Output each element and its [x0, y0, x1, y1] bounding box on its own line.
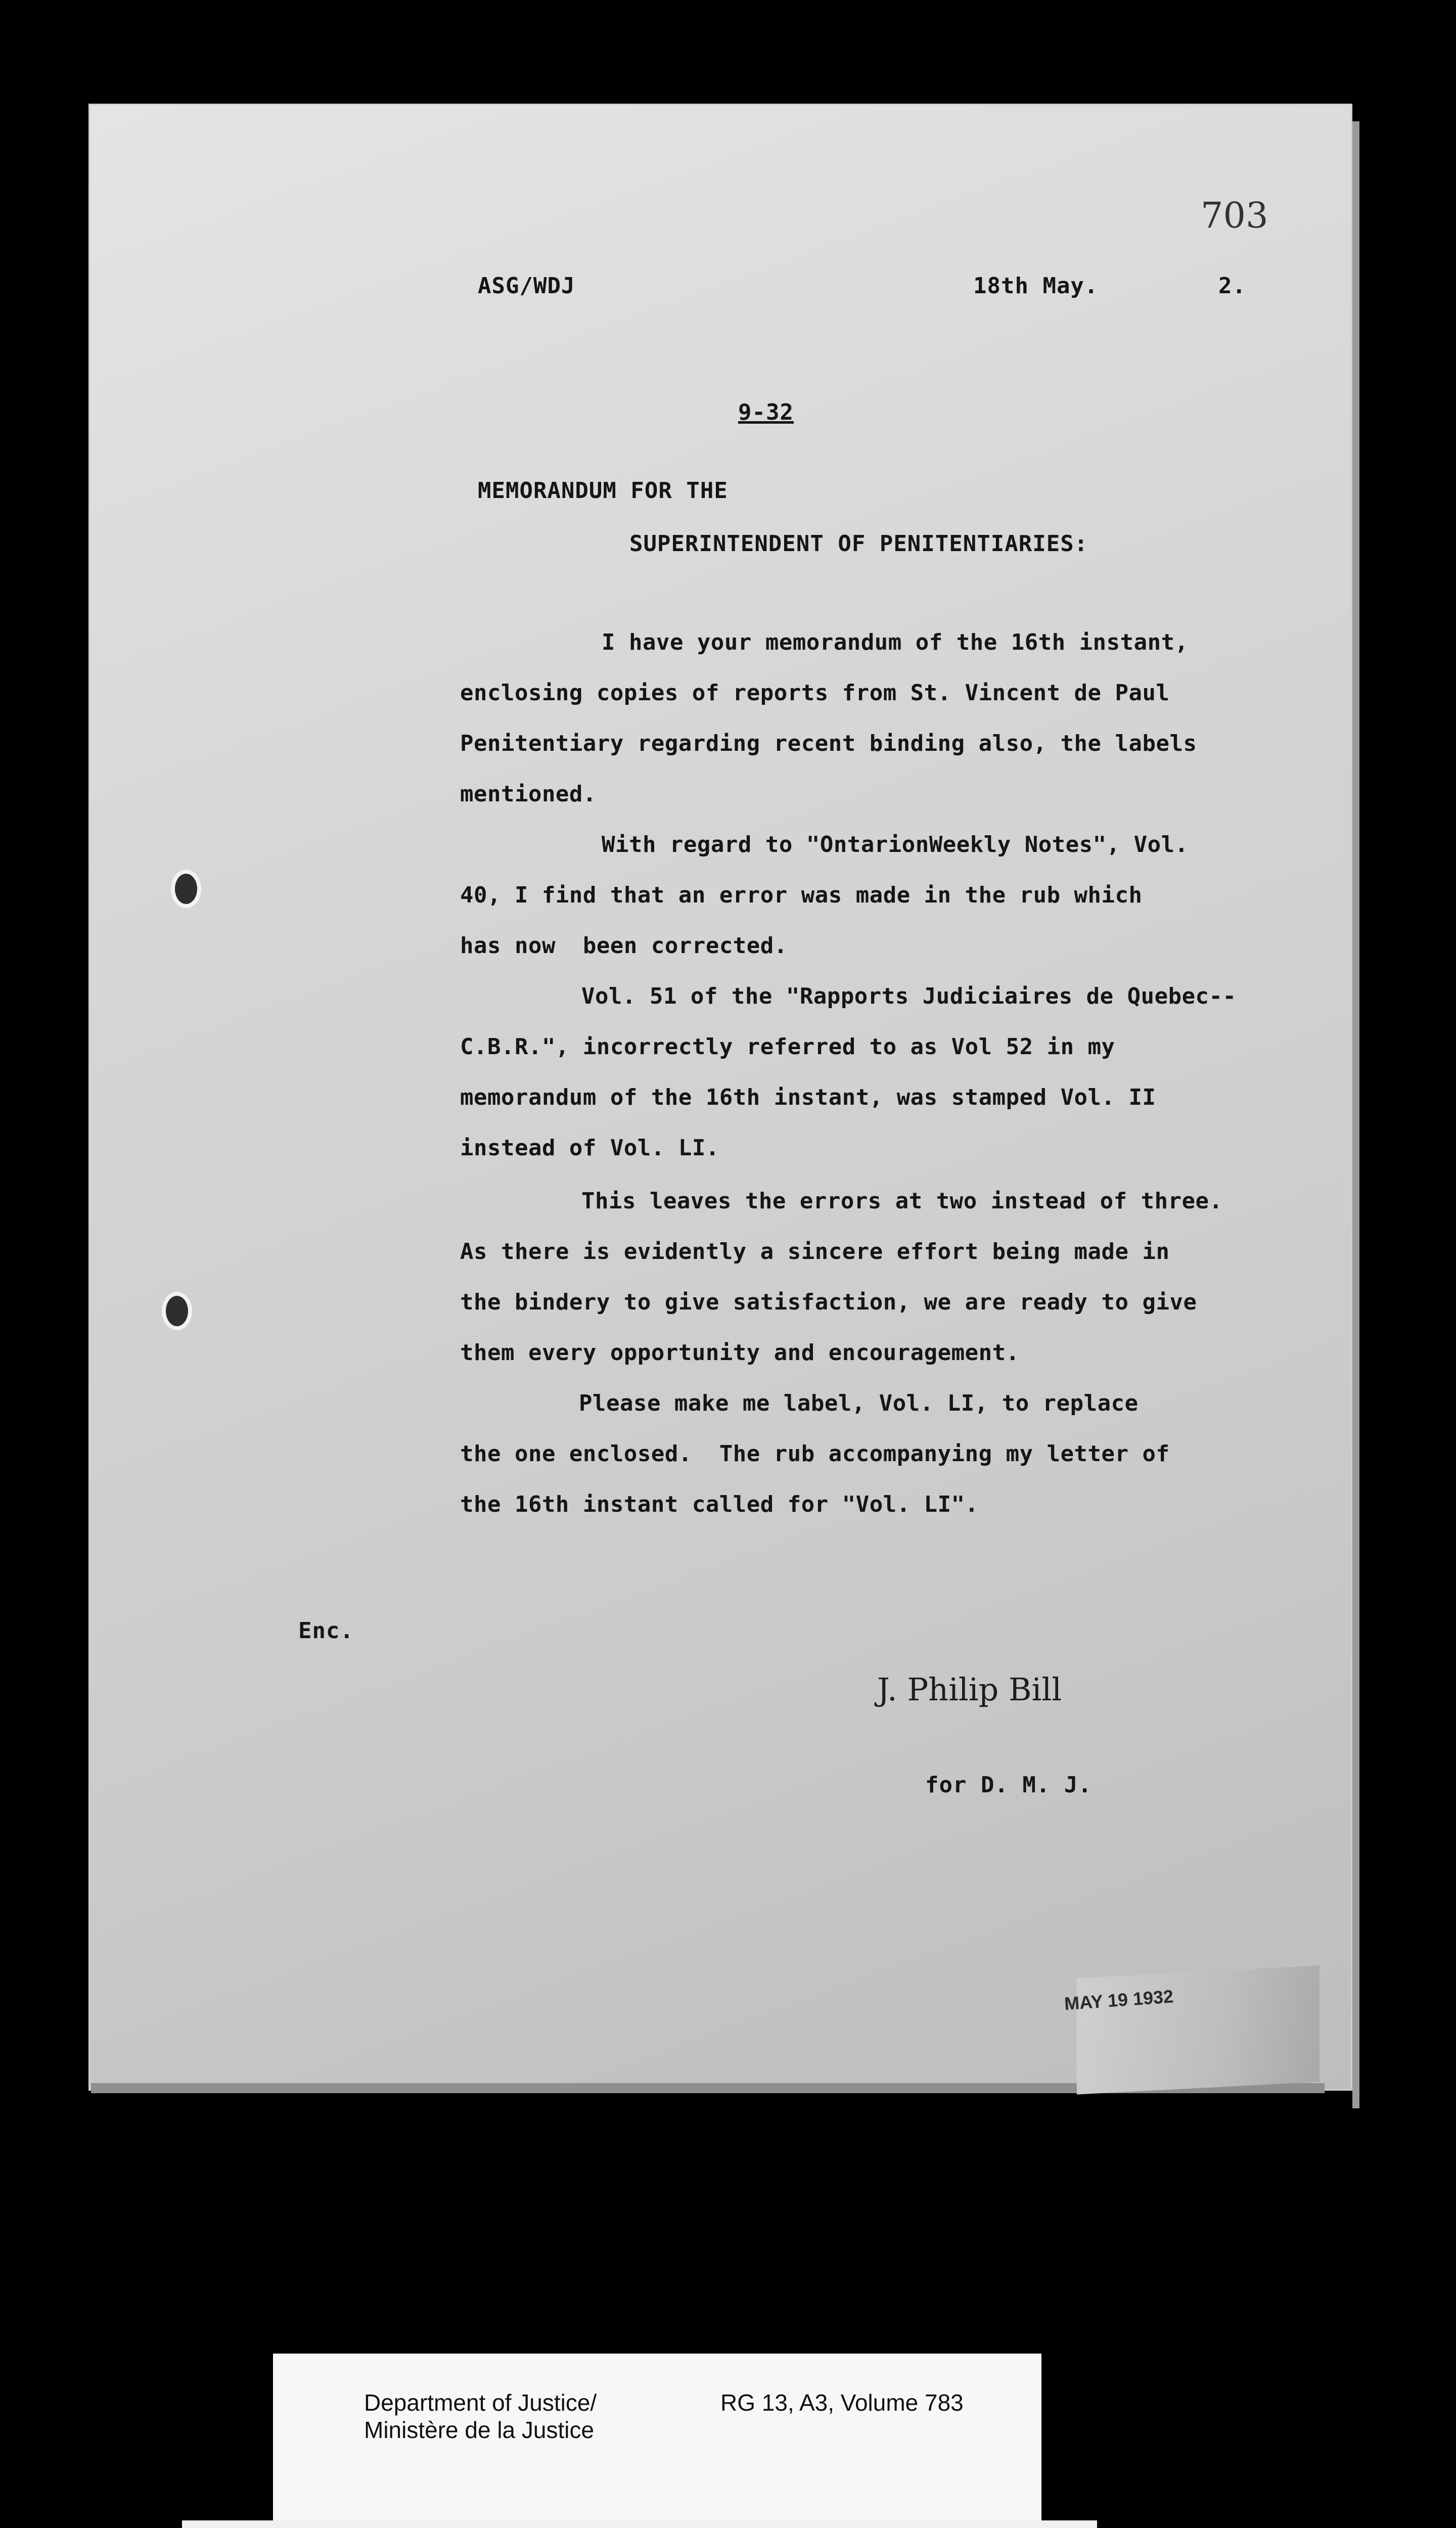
- body-line: has now been corrected.: [460, 933, 788, 959]
- memo-date: 18th May.: [973, 273, 1099, 299]
- body-line: Penitentiary regarding recent binding also, the labels: [460, 731, 1197, 756]
- body-line: 40, I find that an error was made in the rub which: [460, 882, 1143, 908]
- body-line: Vol. 51 of the "Rapports Judiciaires de Quebec--: [581, 983, 1237, 1009]
- addressee-line2: SUPERINTENDENT OF PENITENTIARIES:: [629, 531, 1088, 557]
- archive-reference: RG 13, A3, Volume 783: [720, 2389, 964, 2416]
- date-stamp-tab: [1077, 1965, 1320, 2094]
- body-line: the one enclosed. The rub accompanying my letter of: [460, 1441, 1170, 1467]
- body-line: This leaves the errors at two instead of three.: [581, 1188, 1223, 1214]
- reference-code: ASG/WDJ: [478, 273, 575, 299]
- body-line: Please make me label, Vol. LI, to replace: [579, 1390, 1139, 1416]
- signature-title: for D. M. J.: [925, 1772, 1092, 1798]
- body-line: them every opportunity and encouragement.: [460, 1340, 1020, 1366]
- body-line: memorandum of the 16th instant, was stamped Vol. II: [460, 1085, 1156, 1110]
- body-line: With regard to "OntarionWeekly Notes", Vol.: [602, 832, 1189, 857]
- department-fr: Ministère de la Justice: [364, 2417, 595, 2443]
- punch-hole-top: [171, 870, 201, 908]
- date-stamp: MAY 19 1932: [1063, 1985, 1174, 2014]
- archives-banner: [182, 2520, 1097, 2528]
- addressee-line1: MEMORANDUM FOR THE: [478, 478, 728, 504]
- page-number: 2.: [1218, 273, 1246, 299]
- body-line: the 16th instant called for "Vol. LI".: [460, 1492, 979, 1517]
- body-line: mentioned.: [460, 781, 597, 807]
- body-line: I have your memorandum of the 16th instant,: [602, 629, 1189, 655]
- sheet-edge: [1352, 121, 1359, 2108]
- signature: J. Philip Bill: [877, 1671, 1062, 1708]
- punch-hole-bottom: [162, 1292, 192, 1330]
- body-line: instead of Vol. LI.: [460, 1135, 719, 1161]
- department-en: Department of Justice/: [364, 2389, 597, 2416]
- body-line: the bindery to give satisfaction, we are ready to give: [460, 1289, 1197, 1315]
- file-number: 9-32: [738, 399, 794, 425]
- folio-number: 703: [1201, 195, 1268, 236]
- body-line: C.B.R.", incorrectly referred to as Vol 52 in my: [460, 1034, 1115, 1060]
- body-line: As there is evidently a sincere effort being made in: [460, 1239, 1170, 1265]
- enclosure-note: Enc.: [298, 1618, 354, 1644]
- body-line: enclosing copies of reports from St. Vincent de Paul: [460, 680, 1170, 706]
